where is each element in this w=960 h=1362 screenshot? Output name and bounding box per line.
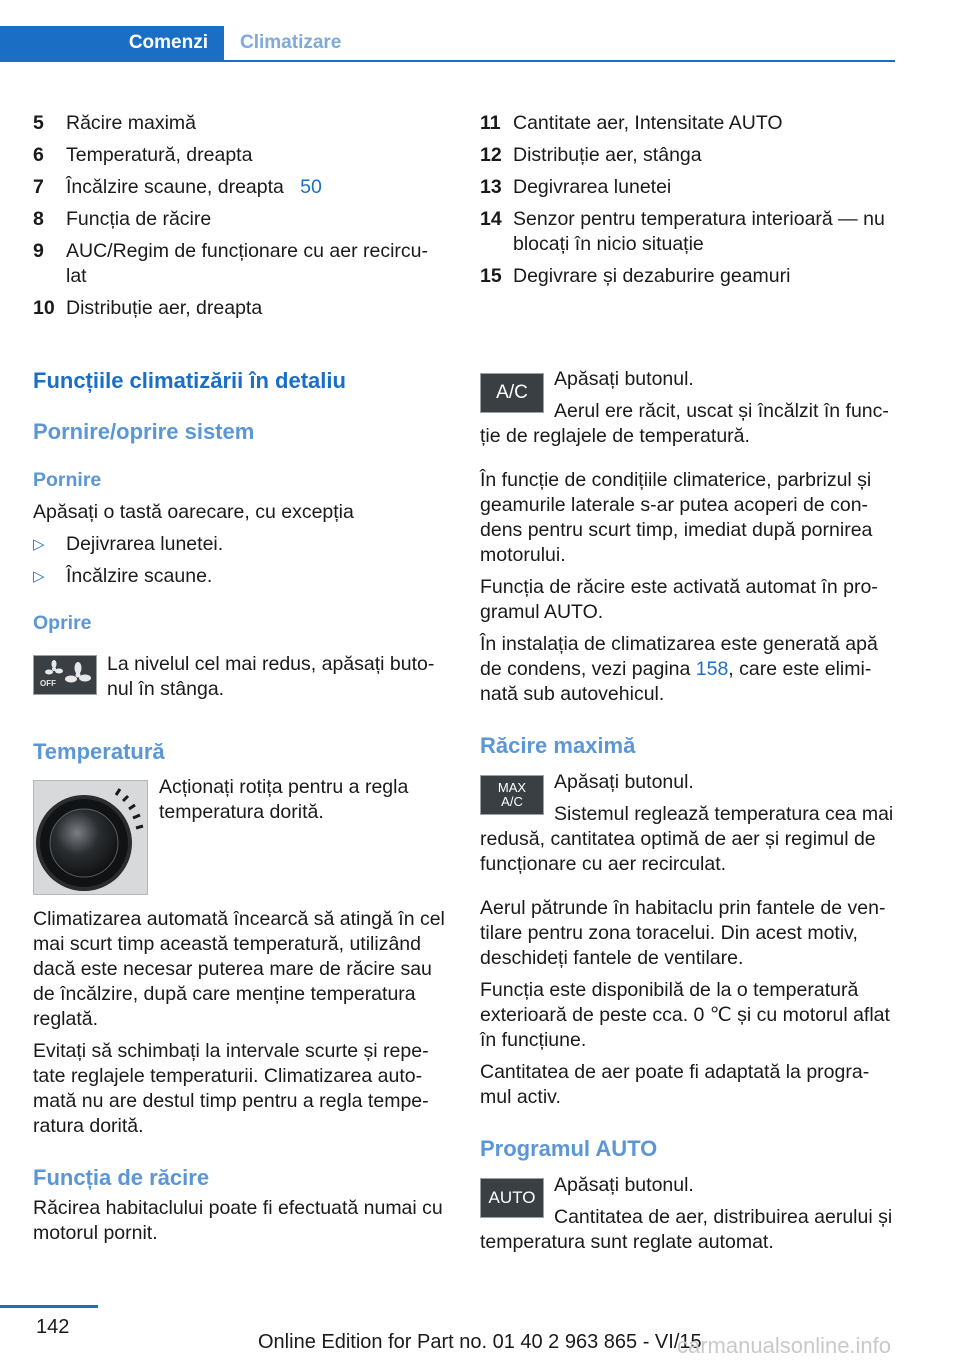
auto-button-image: AUTO	[480, 1178, 544, 1218]
temperature-knob-image	[33, 780, 148, 895]
max-ac-button-image: MAX A/C	[480, 775, 544, 815]
section-ac-body	[480, 468, 895, 760]
tab-comenzi[interactable]: Comenzi	[0, 26, 224, 60]
legend-item: 6 Temperatură, dreapta	[33, 144, 253, 166]
auto-line-2: Cantitatea de aer, distribuirea aerului și temperatura sunt reglate automat.	[480, 1206, 893, 1253]
triangle-bullet-icon: ▷	[33, 536, 45, 553]
page-number: 142	[36, 1316, 70, 1338]
legend-item: 13 Degivrarea lunetei	[480, 176, 672, 198]
tab-climatizare[interactable]: Climatizare	[240, 32, 342, 53]
heading-oprire: Oprire	[33, 612, 92, 634]
ac-paragraph: În funcție de condițiile climaterice, parbrizul și geamurile laterale s-ar putea acoperi de con‐dens pentru scurt timp, imediat după pornirea motorului.	[480, 469, 873, 566]
legend-item: 9 AUC/Regim de funcționare cu aer recircu‐lat	[33, 240, 428, 287]
off-fan-button-image	[33, 655, 97, 695]
bullet-item: ▷ Dejivrarea lunetei.	[33, 533, 224, 555]
temp-paragraph: Evitați să schimbați la intervale scurte și repe‐tate reglajele temperaturii. Climatizarea auto‐mată nu are destul timp pentru a regla tempe‐ratura dorită.	[33, 1040, 429, 1137]
page-ref-link[interactable]: 50	[300, 176, 322, 198]
legend-left	[33, 111, 448, 328]
legend-item: 12 Distribuție aer, stânga	[480, 144, 702, 166]
ac-line-1: Apăsați butonul.	[554, 368, 694, 390]
max-line-2: Sistemul reglează temperatura cea mai redusă, cantitatea optimă de aer și regimul de funcționare cu aer recirculat.	[480, 803, 894, 875]
legend-right	[480, 111, 895, 296]
watermark: carmanualsonline.info	[677, 1333, 892, 1358]
heading-racire-maxima: Răcire maximă	[480, 733, 636, 758]
heading-racire: Funcția de răcire	[33, 1165, 210, 1190]
heading-temperatura: Temperatură	[33, 739, 165, 764]
section-temp-body	[33, 907, 448, 1246]
max-paragraph: Funcția este disponibilă de la o temperatură exterioară de peste cca. 0 ℃ și cu motorul aflat în funcțiune.	[480, 979, 890, 1051]
legend-item: 11 Cantitate aer, Intensitate AUTO	[480, 112, 783, 134]
heading-onoff: Pornire/oprire sistem	[33, 419, 255, 444]
heading-programul-auto: Programul AUTO	[480, 1136, 658, 1161]
footer-rule	[0, 1305, 98, 1308]
section-title-main: Funcțiile climatizării în detaliu	[33, 368, 346, 393]
edition-note: Online Edition for Part no. 01 40 2 963 865 - VI/15	[258, 1331, 702, 1353]
auto-line-1: Apăsați butonul.	[554, 1174, 694, 1196]
temp-paragraph: Climatizarea automată încearcă să atingă în cel mai scurt timp această temperatură, utilizând dacă este necesar puterea mare de răcire sau de încălzire, după care menține temperatura reglată.	[33, 908, 445, 1030]
ac-line-2: Aerul ere răcit, uscat și încălzit în func‐ție de reglajele de temperatură.	[480, 400, 889, 447]
legend-item: 7 Încălzire scaune, dreapta 50	[33, 176, 322, 198]
max-paragraph: Cantitatea de aer poate fi adaptată la progra‐mul activ.	[480, 1061, 870, 1108]
section-onoff	[33, 367, 448, 636]
legend-item: 10 Distribuție aer, dreapta	[33, 297, 263, 319]
pornire-text: Apăsați o tastă oarecare, cu excepția	[33, 501, 354, 523]
legend-item: 15 Degivrare și dezaburire geamuri	[480, 265, 791, 287]
temp-text: Acționați rotița pentru a regla temperatura dorită.	[159, 776, 409, 823]
legend-item: 14 Senzor pentru temperatura interioară — nu blocați în nicio situație	[480, 208, 885, 255]
legend-item: 5 Răcire maximă	[33, 112, 197, 134]
bullet-item: ▷ Încălzire scaune.	[33, 565, 213, 587]
oprire-text: La nivelul cel mai redus, apăsați buto‐nul în stânga.	[107, 653, 435, 700]
page-ref-link[interactable]: 158	[695, 658, 729, 680]
max-paragraph: Aerul pătrunde în habitaclu prin fantele de ven‐tilare pentru zona toracelui. Din acest motiv, deschideți fantele de ventilare.	[480, 897, 886, 969]
ac-button-image: A/C	[480, 373, 544, 413]
header-tabs	[0, 26, 895, 62]
ac-paragraph: În instalația de climatizarea este generată apă de condens, vezi pagina 158, care este elimi‐nată sub autovehicul.	[480, 633, 878, 705]
fan-icon	[34, 656, 96, 694]
heading-pornire: Pornire	[33, 469, 102, 491]
ac-paragraph: Funcția de răcire este activată automat în pro‐gramul AUTO.	[480, 576, 878, 623]
heading-temp-wrap	[33, 738, 448, 766]
rotary-knob-icon	[34, 781, 147, 894]
off-label: OFF	[40, 679, 56, 688]
section-max-body	[480, 896, 895, 1163]
racire-text: Răcirea habitaclului poate fi efectuată numai cu motorul pornit.	[33, 1197, 443, 1244]
legend-item: 8 Funcția de răcire	[33, 208, 212, 230]
triangle-bullet-icon: ▷	[33, 568, 45, 585]
max-line-1: Apăsați butonul.	[554, 771, 694, 793]
